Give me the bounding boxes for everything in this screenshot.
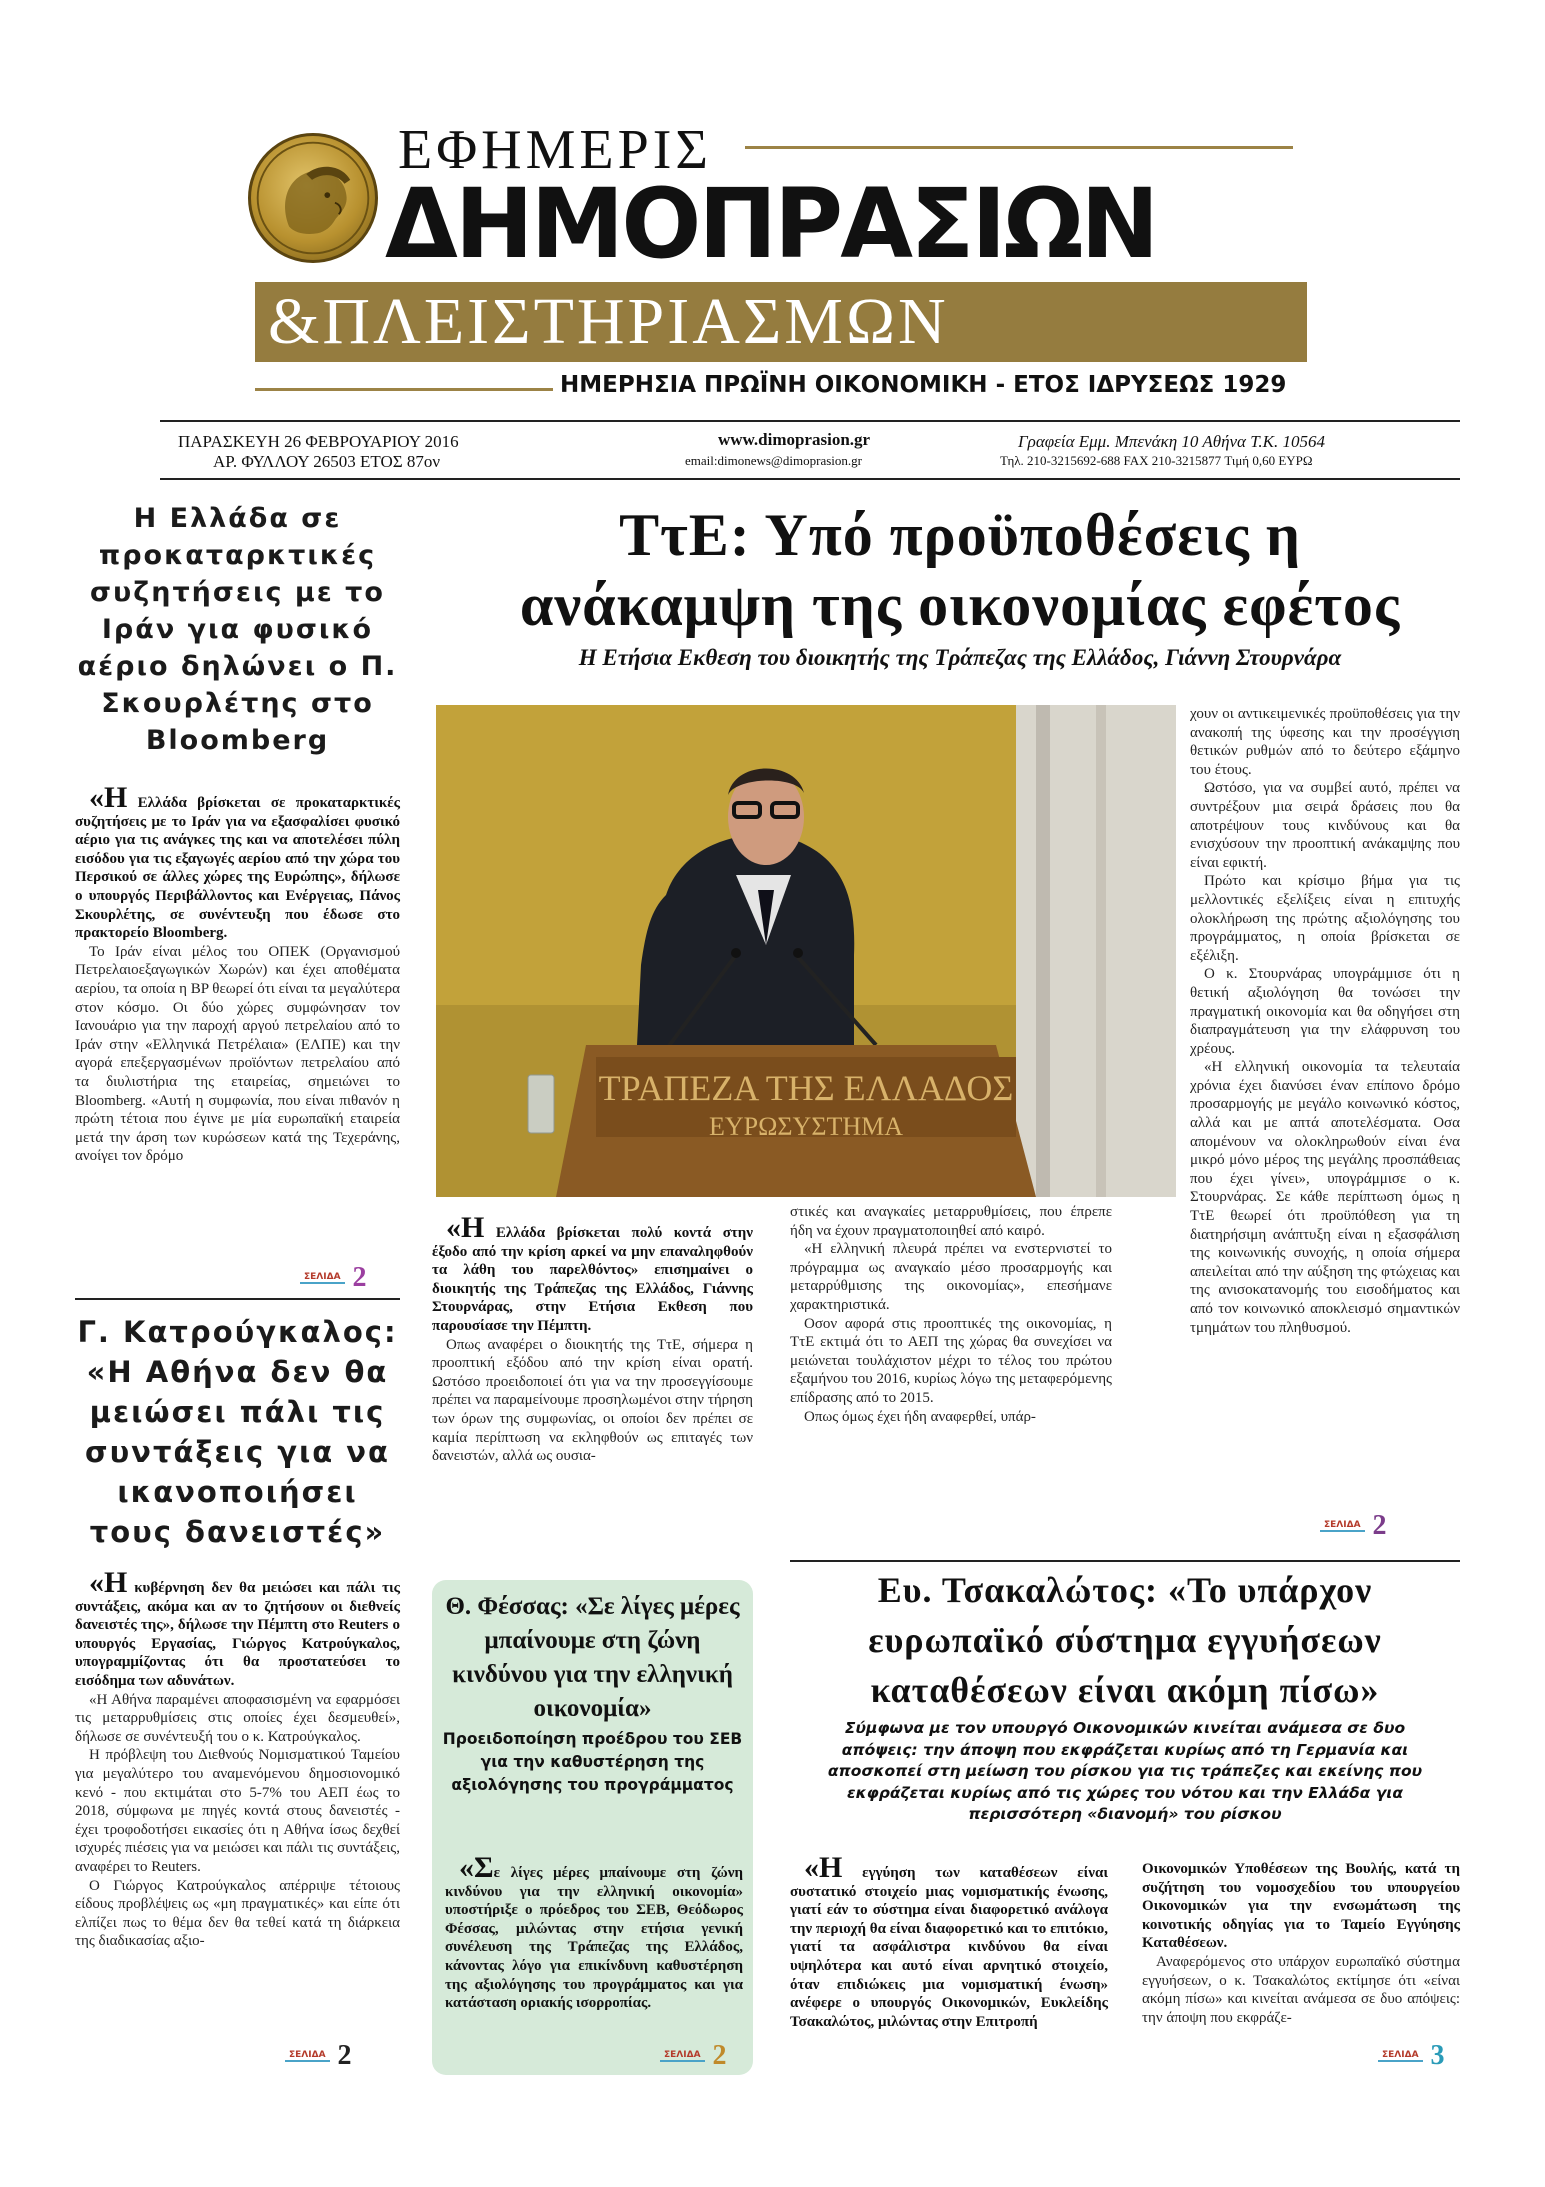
coin-head-icon [251, 136, 375, 260]
podium-text-line1: ΤΡΑΠΕΖΑ ΤΗΣ ΕΛΛΑΔΟΣ [598, 1068, 1014, 1108]
issue-number: ΑΡ. ΦΥΛΛΟΥ 26503 ΕΤΟΣ 87ον [213, 452, 441, 471]
lead-col3-p2: Ωστόσο, για να συμβεί αυτό, πρέπει να συντρέξουν μια σειρά δράσεις που θα αποτρέψουν τους κινδύνους και θα ενισχύσουν την προοπτική ανάκαμψης που είναι εφικτή. [1190, 780, 1460, 871]
fessas-text [445, 1851, 743, 2013]
contact-info: Τηλ. 210-3215692-688 FAX 210-3215877 Τιμή 0,60 ΕΥΡΩ [1000, 453, 1313, 468]
lead-headline[interactable] [430, 500, 1490, 640]
lead-col3-p5: «Η ελληνική οικονομία τα τελευταία χρόνια έχει διανύσει έναν επίπονο δρόμο προσαρμογής με μεγάλο κοινωνικό κόστος, αλλά και με απτά αποτελέσματα. Οσα απομένουν να ολοκληρωθούν είναι ένα μικρό μόνο μέρος της μεγάλης προσπάθειας που έχει γίνει», υπογράμμισε ο κ. Στουρνάρας. Σε κάθε περίπτωση όμως η ΤτΕ θεωρεί ότι προϋπόθεση για τη διατηρήσιμη ανάπτυξη είναι η εξασφάλιση της κοινωνικής συνοχής, η οποία σήμερα απειλείται από την αύξηση της φτώχειας και της ανισοκατανομής του εισοδήματος και από τον κοινωνικό αποκλεισμό σημαντικών τμημάτων του πληθυσμού. [1190, 1059, 1460, 1336]
lead-col1 [432, 1211, 753, 1466]
fessas-page-ref[interactable] [660, 2040, 727, 2072]
masthead-tagline: ΗΜΕΡΗΣΙΑ ΠΡΩΪΝΗ ΟΙΚΟΝΟΜΙΚΗ - ΕΤΟΣ ΙΔΡΥΣΕΩΣ 1929 [560, 372, 1287, 398]
office-address: Γραφεία Εμμ. Μπενάκη 10 Αθήνα Τ.Κ. 10564 [1018, 432, 1326, 451]
lead-subheadline: Η Ετήσια Εκθεση του διοικητής της Τράπεζας της Ελλάδος, Γιάννη Στουρνάρα [578, 645, 1342, 670]
tsakalotos-headline[interactable] [780, 1565, 1470, 1715]
lead-headline-line2: ανάκαμψη της οικονομίας εφέτος [519, 572, 1401, 638]
katrougalos-p2: Η πρόβλεψη του Διεθνούς Νομισματικού Ταμείου για μεγαλύτερο του αναμενόμενου δημοσιονομικό κενό - που εκτιμάται στο 5-7% του ΑΕΠ έως το 2018, σύμφωνα με πηγές κοντά στους δανειστές - έχει τροφοδοτήσει εικασίες ότι η Αθήνα ίσως δεχθεί ισχυρές πιέσεις για να μειώσει και πάλι τις συντάξεις, αναφέρει το Reuters. [75, 1747, 400, 1875]
fessas-page-number: 2 [712, 2040, 727, 2071]
tsakalotos-rule [790, 1560, 1460, 1562]
katrougalos-lead: κυβέρνηση δεν θα μειώσει και πάλι τις συντάξεις, ακόμα και αν το ζητήσουν οι διεθνείς δανειστές της», δήλωσε την Πέμπτη στο Reuters ο υπουργός Εργασίας, Γιώργος Κατρούγκαλος, υπογραμμίζοντας ότι θα προστατεύσει το εισόδημα των αδυνάτων. [75, 1580, 401, 1689]
masthead-coin-logo [248, 133, 378, 263]
tsakalotos-lead: εγγύηση των καταθέσεων είναι συστατικό στοιχείο μιας νομισματικής ένωσης, γιατί εάν το σύστημα είναι διαφορετικό ανάλογα την περιοχή θα είναι διαφορετικό και το επιτόκιο, γιατί τα ασφάλιστρα κινδύνου θα είναι υψηλότερα και αυτό είναι αρνητικό στοιχείο, όταν επιδιώκεις μια νομισματική ένωση» ανέφερε ο υπουργός Οικονομικών, Ευκλείδης Τσακαλώτος, μιλώντας στην Επιτροπή [790, 1865, 1109, 2030]
page-ref-logo-icon: ΣΕΛΙΔΑ [660, 2050, 705, 2062]
iran-headline[interactable]: Η Ελλάδα σε προκαταρκτικές συζητήσεις με το Ιράν για φυσικό αέριο δηλώνει ο Π. Σκουρλέτης στο Bloomberg [77, 503, 398, 756]
podium-text-line2: ΕΥΡΩΣΥΣΤΗΜΑ [708, 1112, 904, 1141]
fessas-subheadline: Προειδοποίηση προέδρου του ΣΕΒ για την καθυστέρηση της αξιολόγησης του προγράμματος [442, 1730, 743, 1794]
lead-page-ref[interactable] [1320, 1510, 1387, 1542]
fessas-dropcap: «Σ [459, 1851, 494, 1884]
email-link[interactable]: email:dimonews@dimoprasion.gr [685, 453, 862, 468]
lead-col1-p1: Οπως αναφέρει ο διοικητής της ΤτΕ, σήμερα η προοπτική εξόδου από την κρίση είναι ορατή. Ωστόσο προειδοποιεί ότι για να την προσεγγίσουμε πρέπει να παραμείνουμε προσηλωμένοι στην τήρηση των όρων της συμφωνίας, οι οποίοι δεν πρέπει σε καμία περίπτωση να εκληφθούν ως επιταγές των δανειστών, αλλά ως ουσια- [432, 1336, 753, 1465]
katrougalos-page-ref[interactable] [285, 2040, 352, 2072]
lead-col2-p1: στικές και αναγκαίες μεταρρυθμίσεις, που έπρεπε ήδη να έχουν πραγματοποιηθεί από καιρό. [790, 1204, 1112, 1239]
iran-page-number: 2 [352, 1262, 367, 1293]
info-rule-bottom [160, 478, 1460, 480]
tsakalotos-dropcap: «Η [804, 1851, 843, 1884]
lead-col2-p3: Οσον αφορά στις προοπτικές της οικονομίας, η ΤτΕ εκτιμά ότι το ΑΕΠ της χώρας θα συνεχίσει να μειώνεται τουλάχιστον μέχρι το τέλος του πρώτου εξαμήνου του 2016, κυρίως λόγω της μεταφερόμενης επίδρασης από το 2015. [790, 1315, 1112, 1406]
page-ref-logo-icon: ΣΕΛΙΔΑ [1378, 2050, 1423, 2062]
lead-col1-lead: Ελλάδα βρίσκεται πολύ κοντά στην έξοδο από την κρίση αρκεί να μην επαναληφθούν τα λάθη του παρελθόντος» επισημαίνει ο διοικητής της Τράπεζας της Ελλάδος, Γιάννης Στουρνάρας, στην Ετήσια Εκθεση που παρουσίασε την Πέμπτη. [432, 1225, 753, 1334]
tsakalotos-subheadline: Σύμφωνα με τον υπουργό Οικονομικών κινείται ανάμεσα σε δυο απόψεις: την άποψη που εκφράζεται κυρίως από τη Γερμανία και αποσκοπεί στη μείωση του ρίσκου για τις τράπεζες και εκείνης που εκφράζεται κυρίως από τις χώρες του νότου και την Ελλάδα για περισσότερη «διανομή» του ρίσκου [827, 1719, 1423, 1823]
lead-col2-p2: «Η ελληνική πλευρά πρέπει να ενστερνιστεί το πρόγραμμα ως αναγκαίο μέσο προσαρμογής και μεταρρύθμισης της οικονομίας», επεσήμανε χαρακτηριστικά. [790, 1241, 1112, 1313]
katrougalos-p3: Ο Γιώργος Κατρούγκαλος απέρριψε τέτοιους είδους προβλέψεις ως «μη πραγματικές» και είπε ότι ελπίζει πως το θέμα δεν θα τεθεί κατά τη διάρκεια της διαδικασίας αξιο- [75, 1877, 400, 1950]
lead-col3 [1190, 705, 1460, 1337]
lead-col3-p1: χουν οι αντικειμενικές προϋποθέσεις για την ανακοπή της ύφεσης και την προσέγγιση θετικών ρυθμών από το δεύτερο εξάμηνο του έτους. [1190, 706, 1460, 778]
page-ref-logo-icon: ΣΕΛΙΔΑ [300, 1272, 345, 1284]
masthead-rule [745, 146, 1293, 149]
tsakalotos-page-ref[interactable] [1378, 2040, 1445, 2072]
lead-col3-p3: Πρώτο και κρίσιμο βήμα για τις μελλοντικές εξελίξεις είναι η επιτυχής ολοκλήρωση της πρώτης αξιολόγησης του προγράμματος, η οποία βρίσκεται σε εξέλιξη. [1190, 873, 1460, 964]
issue-date: ΠΑΡΑΣΚΕΥΗ 26 ΦΕΒΡΟΥΑΡΙΟΥ 2016 [178, 432, 459, 451]
lead-dropcap: «Η [446, 1211, 485, 1244]
tsakalotos-headline-line1: Ευ. Τσακαλώτος: «Το υπάρχον [877, 1570, 1373, 1610]
lead-col3-p4: Ο κ. Στουρνάρας υπογράμμισε ότι η θετική αξιολόγηση θα τονώσει την πραγματική οικονομία και θα οδηγήσει στη διαπραγμάτευση για την ελάφρυνση του χρέους. [1190, 966, 1460, 1057]
tsakalotos-col2-lead: Οικονομικών Υποθέσεων της Βουλής, κατά τη συζήτηση του νομοσχεδίου του υπουργείου Οικονομικών για την ενσωμάτωση της κοινοτικής οδηγίας για το Ταμείο Εγγύησης Καταθέσεων. [1142, 1861, 1460, 1952]
website-link[interactable]: www.dimoprasion.gr [718, 430, 871, 449]
masthead-line1: ΕΦΗΜΕΡΙΣ [398, 119, 712, 181]
katrougalos-text [75, 1566, 401, 1951]
iran-text [75, 781, 400, 1166]
tsakalotos-page-number: 3 [1430, 2040, 1445, 2071]
left-divider [75, 1298, 400, 1300]
iran-lead: Ελλάδα βρίσκεται σε προκαταρκτικές συζητήσεις με το Ιράν για να εξασφαλίσει φυσικό αέριο για τις ανάγκες της και να αποτελέσει πύλη εισόδου για τις εξαγωγές αερίου από την χώρα του Περσικού σε άλλες χώρες της Ευρώπης», δήλωσε ο υπουργός Περιβάλλοντος και Ενέργειας, Πάνος Σκουρλέτης, σε συνέντευξη που έδωσε στο πρακτορείο Bloomberg. [75, 795, 400, 942]
katrougalos-page-number: 2 [337, 2040, 352, 2071]
fessas-headline[interactable]: Θ. Φέσσας: «Σε λίγες μέρες μπαίνουμε στη ζώνη κινδύνου για την ελληνική οικονομία» [445, 1593, 740, 1722]
info-rule-top [160, 420, 1460, 422]
lead-col2 [790, 1203, 1112, 1426]
iran-p1: Το Ιράν είναι μέλος του ΟΠΕΚ (Οργανισμού Πετρελαιοεξαγωγικών Χωρών) και έχει αποθέματα αερίου, τα οποία η BP θεωρεί ότι είναι τα μεγαλύτερα στον κόσμο. Οι δύο χώρες συμφώνησαν τον Ιανουάριο για την παροχή αργού πετρελαίου από το Ιράν στην «Ελληνικά Πετρέλαια» (ΕΛΠΕ) και την αγορά επεξεργασμένων προϊόντων πετρελαίου από τα διυλιστήρια της εταιρείας, σημειώνει το Bloomberg. «Αυτή η συμφωνία, που είναι πιθανόν η πρώτη τέτοια που έγινε με μία ευρωπαϊκή εταιρεία μετά την άρση των κυρώσεων κατά της Τεχεράνης, ανοίγει τον δρόμο [75, 943, 400, 1165]
tsakalotos-col2 [1142, 1860, 1460, 2027]
tsakalotos-col2-p1: Αναφερόμενος στο υπάρχον ευρωπαϊκό σύστημα εγγυήσεων, ο κ. Τσακαλώτος εκτίμησε ότι «είναι ακόμη πίσω» και κινείται ανάμεσα σε δυο απόψεις: την άποψη που εκφράζε- [1142, 1953, 1460, 2026]
iran-dropcap: «Η [89, 781, 128, 814]
katrougalos-dropcap: «Η [89, 1566, 128, 1599]
katrougalos-headline[interactable]: Γ. Κατρούγκαλος: «Η Αθήνα δεν θα μειώσει πάλι τις συντάξεις για να ικανοποιήσει τους δανειστές» [77, 1315, 398, 1549]
tsakalotos-headline-line2: ευρωπαϊκό σύστημα εγγυήσεων [868, 1620, 1382, 1660]
lead-photo [436, 705, 1176, 1197]
page-ref-logo-icon: ΣΕΛΙΔΑ [1320, 1520, 1365, 1532]
tsakalotos-headline-line3: καταθέσεων είναι ακόμη πίσω» [870, 1670, 1380, 1710]
lead-col2-p4: Οπως όμως έχει ήδη αναφερθεί, υπάρ- [804, 1408, 1036, 1425]
masthead-line3: &ΠΛΕΙΣΤΗΡΙΑΣΜΩΝ [268, 285, 949, 358]
katrougalos-p1: «Η Αθήνα παραμένει αποφασισμένη να εφαρμόσει τις μεταρρυθμίσεις στις οποίες έχει δεσμευθεί», δήλωσε σε συνέντευξή του ο κ. Κατρούγκαλος. [75, 1691, 400, 1745]
fessas-lead: ε λίγες μέρες μπαίνουμε στη ζώνη κινδύνου για την ελληνική οικονομία» υποστήριξε ο πρόεδρος του ΣΕΒ, Θεόδωρος Φέσσας, μιλώντας στην ετήσια γενική συνέλευση της Τράπεζας της Ελλάδος, κάνοντας λόγο για επικίνδυνη καθυστέρηση της αξιολόγησης του προγράμματος και για κατάσταση οριακής ισορροπίας. [445, 1865, 743, 2012]
page-ref-logo-icon: ΣΕΛΙΔΑ [285, 2050, 330, 2062]
masthead-sub-rule [255, 388, 553, 391]
lead-headline-line1: ΤτΕ: Υπό προϋποθέσεις η [619, 502, 1301, 568]
iran-page-ref[interactable] [300, 1262, 367, 1294]
tsakalotos-col1 [790, 1851, 1109, 2031]
lead-page-number: 2 [1372, 1510, 1387, 1541]
masthead-title: ΔΗΜΟΠΡΑΣΙΩΝ [385, 168, 1157, 280]
